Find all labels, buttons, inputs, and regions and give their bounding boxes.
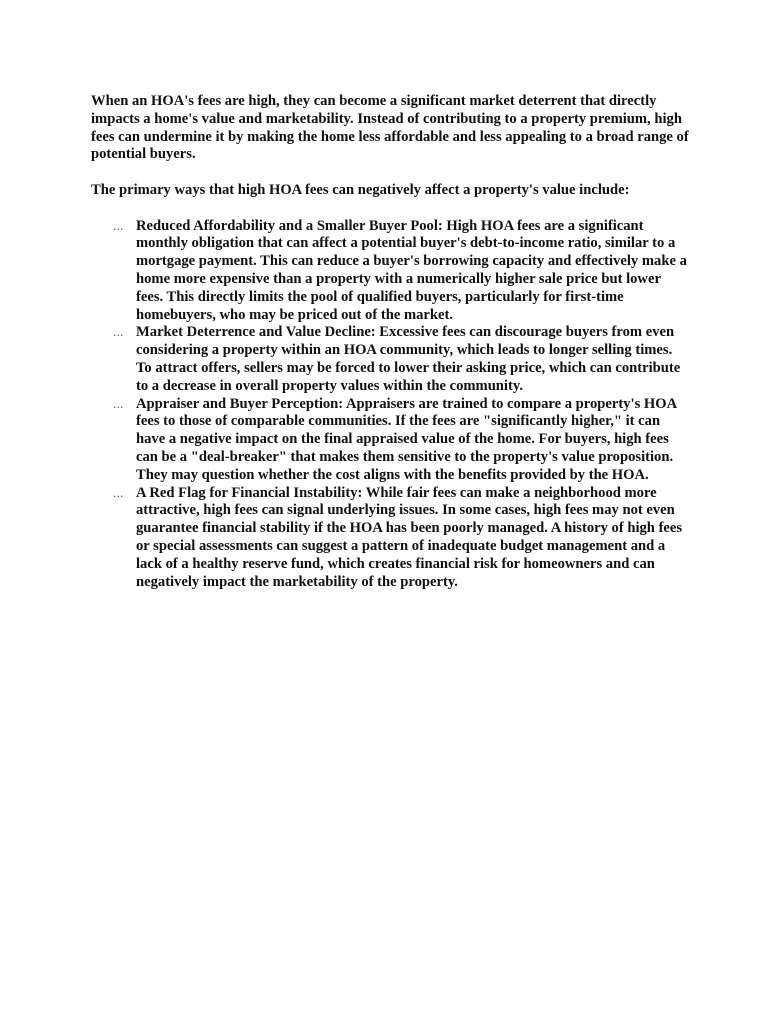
document-page [91, 93, 691, 591]
intro-paragraph: When an HOA's fees are high, they can become a significant market deterrent that directly impacts a home's value and marketability. Instead of contributing to a property premium, high fees can undermine it by making the home less affordable and less appealing to a broad range of potential buyers. [91, 93, 689, 163]
ellipsis-bullet-icon: ... [113, 397, 124, 411]
bullet-list [91, 218, 691, 592]
list-item-text: Appraiser and Buyer Perception: Appraisers are trained to compare a property's HOA fees to those of comparable communities. If the fees are "significantly higher," it can have a negative impact on the final appraised value of the home. For buyers, high fees can be a "deal-breaker" that makes them sensitive to the property's value proposition. They may question whether the cost aligns with the benefits provided by the HOA. [136, 395, 677, 483]
list-item [91, 485, 691, 592]
ellipsis-bullet-icon: ... [113, 486, 124, 500]
ellipsis-bullet-icon: ... [113, 326, 124, 340]
list-item [91, 324, 691, 395]
list-item-text: Market Deterrence and Value Decline: Excessive fees can discourage buyers from even considering a property within an HOA community, which leads to longer selling times. To attract offers, sellers may be forced to lower their asking price, which can contribute to a decrease in overall property values within the community. [136, 324, 681, 394]
list-item [91, 218, 691, 325]
list-item-text: A Red Flag for Financial Instability: While fair fees can make a neighborhood more attractive, high fees can signal underlying issues. In some cases, high fees may not even guarantee financial stability if the HOA has been poorly managed. A history of high fees or special assessments can suggest a pattern of inadequate budget management and a lack of a healthy reserve fund, which creates financial risk for homeowners and can negatively impact the marketability of the property. [136, 484, 683, 590]
list-item [91, 396, 691, 485]
lead-paragraph: The primary ways that high HOA fees can negatively affect a property's value include: [91, 181, 630, 198]
ellipsis-bullet-icon: ... [113, 219, 124, 233]
list-item-text: Reduced Affordability and a Smaller Buyer Pool: High HOA fees are a significant monthly obligation that can affect a potential buyer's debt-to-income ratio, similar to a mortgage payment. This can reduce a buyer's borrowing capacity and effectively make a home more expensive than a property with a numerically higher sale price but lower fees. This directly limits the pool of qualified buyers, particularly for first-time homebuyers, who may be priced out of the market. [136, 217, 687, 323]
